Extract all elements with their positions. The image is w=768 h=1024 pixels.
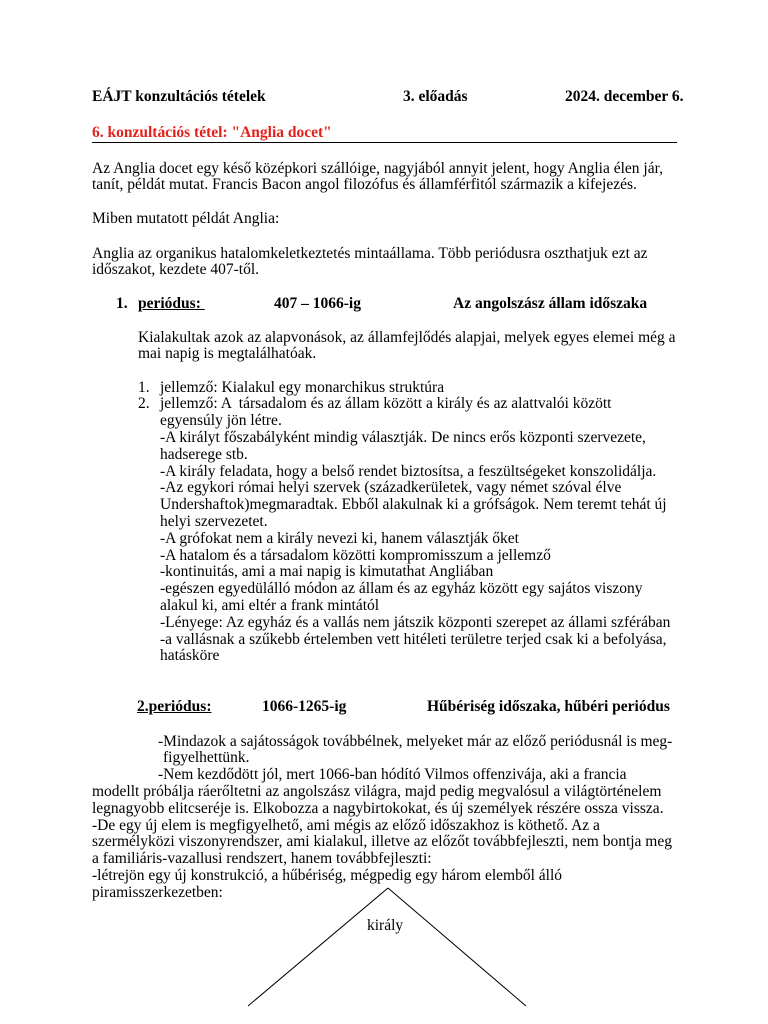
list-item-line: jellemző: A társadalom és az állam között a király és az alattvalói között (160, 395, 612, 413)
intro-paragraph (92, 161, 663, 195)
period2-line: a familiáris-vazallusi rendszert, hanem továbbfejleszti: (92, 850, 432, 868)
intro-line: Az Anglia docet egy késő középkori szállóige, nagyjából annyit jelent, hogy Anglia élen jár, (92, 159, 663, 177)
detail-line: -kontinuitás, ami a mai napig is kimutathat Angliában (160, 563, 494, 581)
overview-line: időszakot, kezdete 407-től. (92, 261, 260, 279)
detail-line: alakul ki, ami eltér a frank mintától (160, 596, 380, 614)
intro-line: tanít, példát mutat. Francis Bacon angol filozófus és államférfitól származik a kifejezés. (92, 176, 637, 194)
period2-name: Hűbériség időszaka, hűbéri periódus (427, 697, 670, 715)
detail-line: -A királyt főszabályként mindig választják. De nincs erős központi szervezete, (160, 429, 646, 446)
header-course: EÁJT konzultációs tételek (92, 87, 266, 105)
summary-line: mai napig is megtalálhatóak. (138, 345, 317, 363)
summary-line: Kialakultak azok az alapvonások, az államfejlődés alapjai, melyek egyes elemei még a (138, 328, 676, 346)
title-rule (92, 142, 677, 143)
period1-name: Az angolszász állam időszaka (453, 294, 648, 312)
period2-line: legnagyobb elitcseréje is. Elkobozza a nagybirtokokat, és új személyek részére ossza vissza. (92, 799, 664, 817)
topic-title: 6. konzultációs tétel: "Anglia docet" (92, 123, 332, 141)
period2-line: -létrejön egy új konstrukció, a hűbériség, mégpedig egy három elemből álló (92, 866, 563, 884)
period1-number: 1. (116, 294, 128, 312)
list-item-line: egyensúly jön létre. (160, 412, 282, 430)
list-item (138, 380, 698, 397)
detail-line: -Lényege: Az egyház és a vallás nem játszik központi szerepet az állami szférában (160, 613, 671, 631)
list-item-text (160, 396, 612, 430)
detail-line: hatásköre (160, 647, 220, 665)
feature-list (138, 380, 698, 430)
overview-paragraph (92, 246, 648, 280)
header-date: 2024. december 6. (565, 87, 684, 105)
pyramid-diagram (240, 880, 540, 1015)
pyramid-right-edge (388, 888, 526, 1006)
period2-text (92, 734, 672, 902)
period2-line: -De egy új elem is megfigyelhető, ami mégis az előző időszakhoz is köthető. Az a (92, 816, 600, 834)
period2-line: -Nem kezdődött jól, mert 1066-ban hódító Vilmos offenzivája, aki a francia (158, 766, 627, 784)
detail-line: -A grófokat nem a király nevezi ki, hanem választják őket (160, 529, 519, 547)
period1-label: periódus: (138, 294, 205, 312)
detail-line: helyi szervezetet. (160, 512, 268, 530)
detail-line: Undershaftok)megmaradtak. Ebből alakulnak ki a grófságok. Nem teremt tehát új (160, 496, 667, 514)
question-line: Miben mutatott példát Anglia: (92, 209, 280, 227)
period2-range: 1066-1265-ig (262, 697, 347, 715)
detail-line: -Az egykori római helyi szervek (századkerületek, vagy német szóval élve (160, 479, 622, 497)
period2-line: szermélyközi viszonyrendszer, ami kialakul, illetve az előzőt továbbfejleszti, nem bontja meg (92, 833, 672, 851)
header-lecture: 3. előadás (403, 87, 468, 105)
detail-line: hadserege stb. (160, 445, 248, 463)
period2-label: 2.periódus: (137, 697, 212, 715)
period1-range: 407 – 1066-ig (274, 294, 361, 312)
detail-line: -a vallásnak a szűkebb értelemben vett hitéleti területre terjed csak ki a befolyása, (160, 630, 667, 648)
pyramid-left-edge (248, 888, 388, 1006)
period2-line: modellt próbálja ráerőltetni az angolszász világra, majd pedig megvalósul a világtörténelem (92, 782, 662, 800)
detail-line: -A király feladata, hogy a belső rendet biztosítsa, a feszültségeket konszolidálja. (160, 462, 657, 480)
list-item (138, 396, 698, 430)
list-item-text: jellemző: Kialakul egy monarchikus struktúra (160, 378, 445, 396)
detail-line: -egészen egyedülálló módon az állam és az egyház között egy sajátos viszony (160, 580, 643, 598)
period1-details (160, 430, 670, 665)
list-item-number: 2. (138, 395, 150, 413)
overview-line: Anglia az organikus hatalomkeletkeztetés mintaállama. Több periódusra oszthatjuk ezt az (92, 244, 648, 262)
period2-line: figyelhettünk. (163, 749, 250, 767)
period1-summary (138, 330, 676, 364)
period2-line: -Mindazok a sajátosságok továbbélnek, melyeket már az előző periódusnál is meg- (158, 732, 673, 750)
pyramid-apex-label: király (367, 916, 404, 934)
period2-line: piramisszerkezetben: (92, 883, 223, 901)
list-item-number: 1. (138, 378, 150, 396)
detail-line: -A hatalom és a társadalom közötti kompromisszum a jellemző (160, 546, 551, 564)
